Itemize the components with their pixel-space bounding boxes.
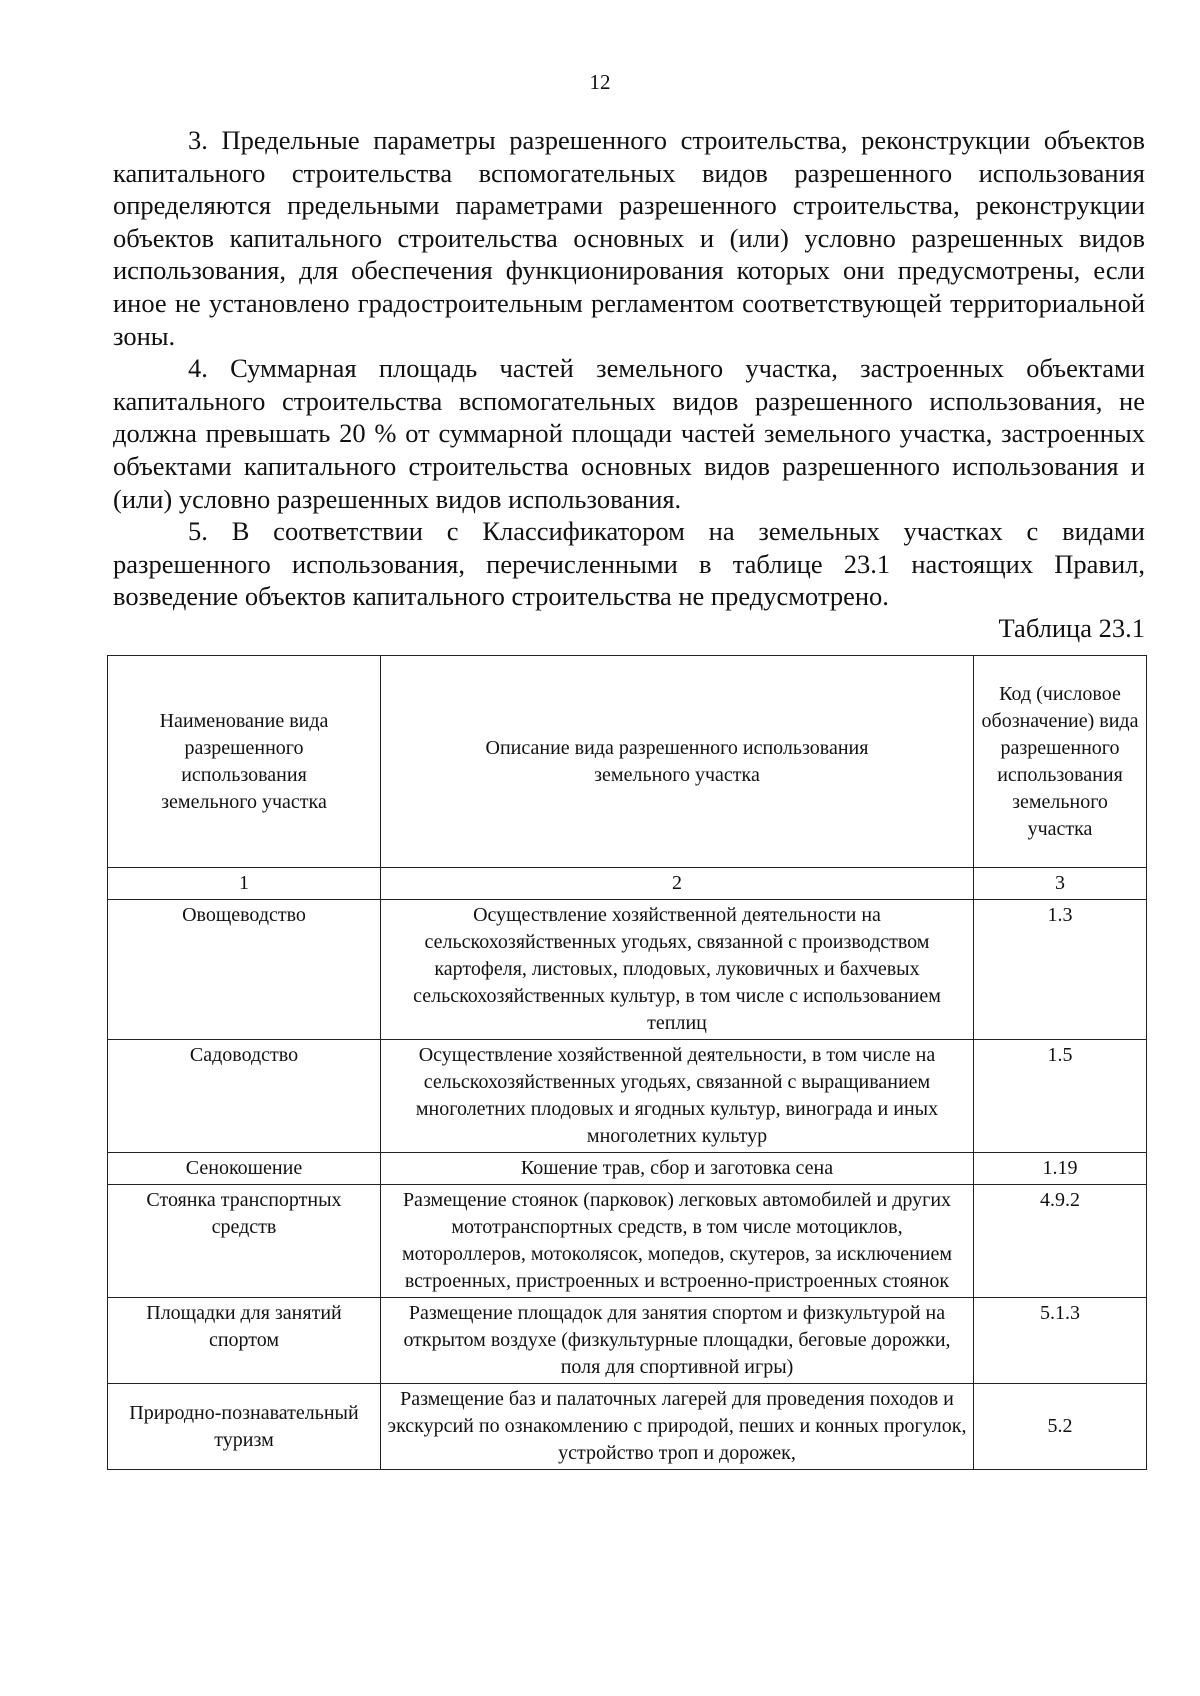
row-description: Размещение баз и палаточных лагерей для проведения походов и экскурсий по ознакомлению с природой, пеших и конных прогулок, устройство троп и дорожек, xyxy=(381,1384,974,1470)
header-code: Код (числовое обозначение) вида разрешенного использования земельного участка xyxy=(974,656,1147,868)
header-description: Описание вида разрешенного использования земельного участка xyxy=(381,656,974,868)
row-name: Площадки для занятий спортом xyxy=(108,1298,381,1384)
table-header-row xyxy=(108,656,1147,868)
table-row xyxy=(108,900,1147,1040)
row-code: 1.3 xyxy=(974,900,1147,1040)
row-name: Овощеводство xyxy=(108,900,381,1040)
paragraph-3: 3. Предельные параметры разрешенного строительства, реконструкции объектов капитального строительства вспомогательных видов разрешенного использования определяются предельными параметрами разрешенного строительства, реконструкции объектов капитального строительства основных и (или) условно разрешенных видов использования, для обеспечения функционирования которых они предусмотрены, если иное не установлено градостроительным регламентом соответствующей территориальной зоны. xyxy=(113,125,1145,351)
row-description: Размещение стоянок (парковок) легковых автомобилей и других мототранспортных средств, в том числе мотоциклов, мотороллеров, мотоколясок, мопедов, скутеров, за исключением встроенных, пристроенных и встроенно-пристроенных стоянок xyxy=(381,1185,974,1298)
paragraph-4: 4. Суммарная площадь частей земельного участка, застроенных объектами капитального строительства вспомогательных видов разрешенного использования, не должна превышать 20 % от суммарной площади частей земельного участка, застроенных объектами капитального строительства основных видов разрешенного использования и (или) условно разрешенных видов использования. xyxy=(113,353,1145,514)
header-name: Наименование вида разрешенного использования земельного участка xyxy=(108,656,381,868)
body-text xyxy=(113,124,1145,613)
row-name: Садоводство xyxy=(108,1040,381,1153)
column-number-row xyxy=(108,868,1147,900)
table-row xyxy=(108,1298,1147,1384)
table-row xyxy=(108,1040,1147,1153)
row-code: 5.1.3 xyxy=(974,1298,1147,1384)
row-code: 4.9.2 xyxy=(974,1185,1147,1298)
row-name: Стоянка транспортных средств xyxy=(108,1185,381,1298)
column-number: 2 xyxy=(381,868,974,900)
land-use-table xyxy=(107,655,1147,1470)
paragraph-5: 5. В соответствии с Классификатором на земельных участках с видами разрешенного использования, перечисленными в таблице 23.1 настоящих Правил, возведение объектов капитального строительства не предусмотрено. xyxy=(113,516,1145,612)
table-row xyxy=(108,1185,1147,1298)
table-row xyxy=(108,1153,1147,1185)
row-code: 5.2 xyxy=(974,1384,1147,1470)
table-caption: Таблица 23.1 xyxy=(998,613,1145,643)
row-description: Осуществление хозяйственной деятельности, в том числе на сельскохозяйственных угодьях, связанной с выращиванием многолетних плодовых и ягодных культур, винограда и иных многолетних культур xyxy=(381,1040,974,1153)
row-code: 1.19 xyxy=(974,1153,1147,1185)
row-description: Осуществление хозяйственной деятельности на сельскохозяйственных угодьях, связанной с производством картофеля, листовых, плодовых, луковичных и бахчевых сельскохозяйственных культур, в том числе с использованием теплиц xyxy=(381,900,974,1040)
column-number: 3 xyxy=(974,868,1147,900)
row-description: Размещение площадок для занятия спортом и физкультурой на открытом воздухе (физкультурные площадки, беговые дорожки, поля для спортивной игры) xyxy=(381,1298,974,1384)
row-name: Сенокошение xyxy=(108,1153,381,1185)
row-code: 1.5 xyxy=(974,1040,1147,1153)
row-name: Природно-познавательный туризм xyxy=(108,1384,381,1470)
column-number: 1 xyxy=(108,868,381,900)
row-description: Кошение трав, сбор и заготовка сена xyxy=(381,1153,974,1185)
table-row xyxy=(108,1384,1147,1470)
page-number: 12 xyxy=(589,70,611,94)
